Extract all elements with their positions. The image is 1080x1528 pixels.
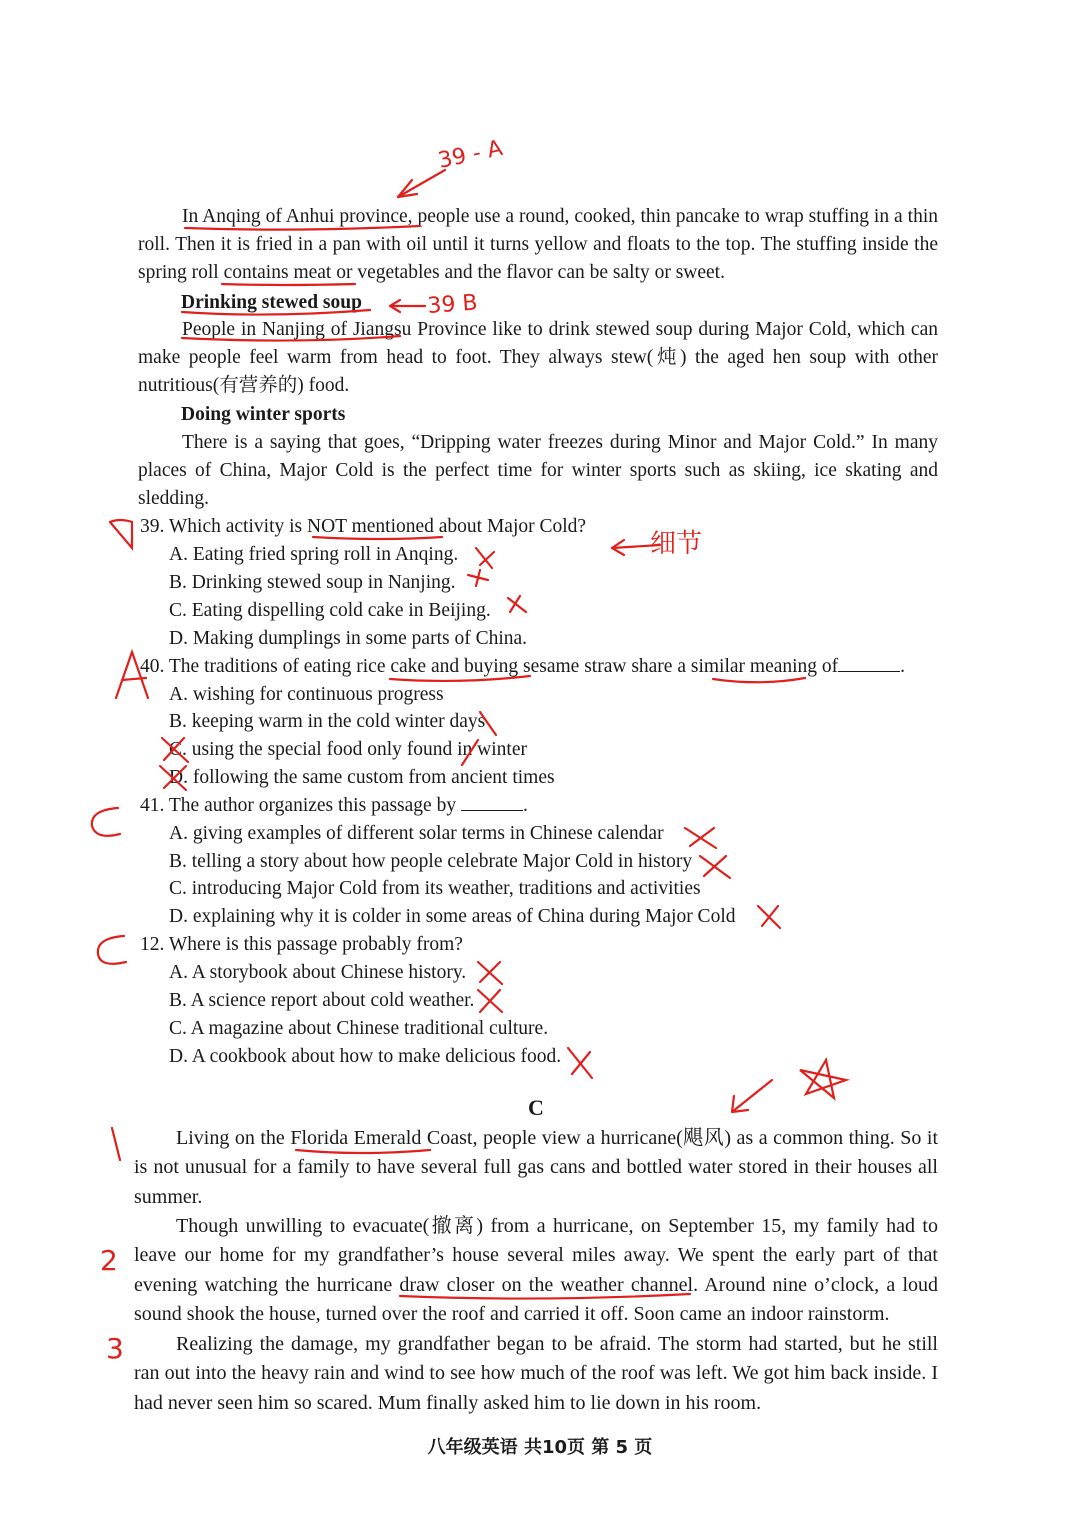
heading-doing-winter-sports: Doing winter sports xyxy=(181,404,346,425)
note-39-a: 39 - A xyxy=(436,135,505,174)
arrow-icon xyxy=(398,170,445,197)
question-40-option-b: B. keeping warm in the cold winter days xyxy=(169,711,486,732)
question-41: 41. The author organizes this passage by . xyxy=(140,792,528,820)
passage-b-paragraph-winter-sports: There is a saying that goes, “Dripping water freezes during Minor and Major Cold.” In many places of China, Major Cold is the perfect time for winter sports such as skiing, ice skating and sledding. xyxy=(138,432,938,510)
answer-blank xyxy=(461,792,523,811)
question-42-option-b: B. A science report about cold weather. xyxy=(169,990,475,1011)
question-41-stem: 41. The author organizes this passage by xyxy=(140,795,457,816)
question-41-option-c: C. introducing Major Cold from its weather, traditions and activities xyxy=(169,878,701,899)
passage-b-paragraph-nanjing: People in Nanjing of Jiangsu Province like to drink stewed soup during Major Cold, which can make people feel warm from head to foot. They always stew(炖) the aged hen soup with other nutritious(有营养的) food. xyxy=(138,319,938,397)
arrow-icon xyxy=(732,1080,772,1112)
note-detail: 细节 xyxy=(650,529,703,559)
question-39-option-a: A. Eating fried spring roll in Anqing. xyxy=(169,544,459,565)
question-39-stem: 39. Which activity is NOT mentioned about Major Cold? xyxy=(140,516,587,537)
note-39-b: 39 B xyxy=(426,290,479,319)
star-icon xyxy=(800,1060,846,1098)
question-39-option-d: D. Making dumplings in some parts of China. xyxy=(169,628,528,649)
passage-c-paragraph-2: Though unwilling to evacuate(撤离) from a hurricane, on September 15, my family had to leave our home for my grandfather’s house several miles away. We spent the early part of that evening watching the hurricane draw closer on the weather channel. Around nine o’clock, a loud sound shook the house, turned over the roof and carried it off. Soon came an indoor rainstorm. xyxy=(134,1215,938,1325)
passage-b-paragraph-anqing: In Anqing of Anhui province, people use a round, cooked, thin pancake to wrap stuffing in a thin roll. Then it is fried in a pan with oil until it turns yellow and floats to the top. The stuffing inside the spring roll contains meat or vegetables and the flavor can be salty or sweet. xyxy=(138,206,938,284)
paragraph-number-3: 3 xyxy=(106,1332,124,1365)
paragraph-number-2: 2 xyxy=(100,1244,118,1277)
question-42-option-d: D. A cookbook about how to make delicious food. xyxy=(169,1046,562,1067)
question-42-stem: 12. Where is this passage probably from? xyxy=(140,934,463,955)
section-c-heading: C xyxy=(528,1095,544,1120)
answer-letter-c xyxy=(98,936,126,964)
question-42-option-a: A. A storybook about Chinese history. xyxy=(169,962,467,983)
passage-c-paragraph-3: Realizing the damage, my grandfather began to be afraid. The storm had started, but he still ran out into the heavy rain and wind to see how much of the roof was left. We got him back inside. I had never seen him so scared. Mum finally asked him to lie down in his room. xyxy=(134,1333,938,1414)
question-41-option-b: B. telling a story about how people celebrate Major Cold in history xyxy=(169,851,693,872)
question-40: 40. The traditions of eating rice cake and buying sesame straw share a similar meaning of . xyxy=(140,653,905,681)
answer-letter-d xyxy=(110,520,132,548)
question-39-option-c: C. Eating dispelling cold cake in Beijing. xyxy=(169,600,491,621)
question-40-option-a: A. wishing for continuous progress xyxy=(169,684,444,705)
answer-letter-c xyxy=(92,808,120,836)
question-41-option-a: A. giving examples of different solar terms in Chinese calendar xyxy=(169,823,664,844)
question-41-option-d: D. explaining why it is colder in some areas of China during Major Cold xyxy=(169,906,736,927)
heading-drinking-stewed-soup: Drinking stewed soup xyxy=(181,292,362,313)
question-40-option-c: C. using the special food only found in winter xyxy=(169,739,527,760)
page-footer: 八年级英语 共10页 第 5 页 xyxy=(427,1437,653,1458)
question-42-option-c: C. A magazine about Chinese traditional culture. xyxy=(169,1018,549,1039)
answer-blank xyxy=(838,653,900,672)
question-40-stem: 40. The traditions of eating rice cake and buying sesame straw share a similar meaning of xyxy=(140,656,839,677)
question-40-option-d: D. following the same custom from ancient times xyxy=(169,767,555,788)
question-39-option-b: B. Drinking stewed soup in Nanjing. xyxy=(169,572,456,593)
paragraph-number-1 xyxy=(112,1128,120,1160)
passage-c-paragraph-1: Living on the Florida Emerald Coast, people view a hurricane(飓风) as a common thing. So it is not unusual for a family to have several full gas cans and bottled water stored in their houses all summer. xyxy=(134,1127,938,1208)
